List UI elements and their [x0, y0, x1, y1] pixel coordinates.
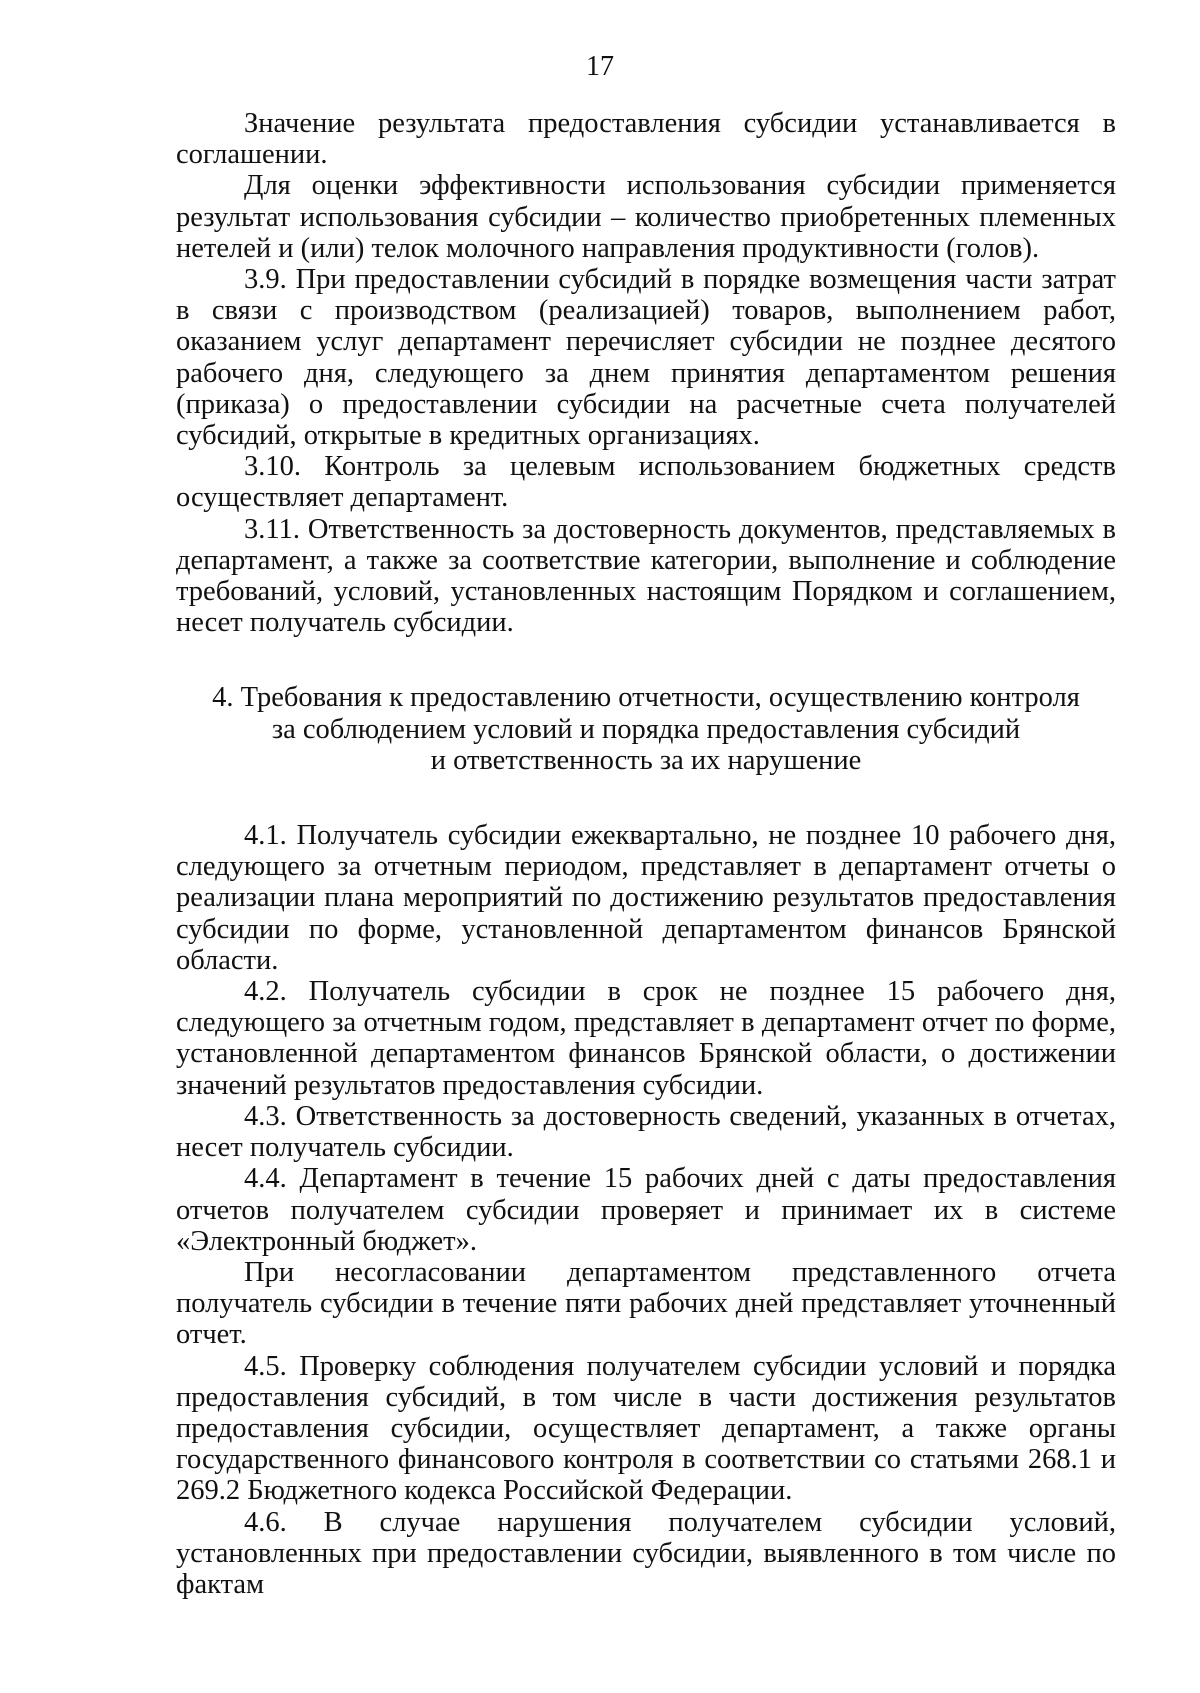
section-heading-line-1: 4. Требования к предоставлению отчетности, осуществлению контроля — [212, 682, 1080, 714]
paragraph-report-disagreement: При несогласовании департаментом представленного отчета получатель субсидии в течение пяти рабочих дней представляет уточненный отчет. — [176, 1256, 1116, 1351]
paragraph-result-value: Значение результата предоставления субсидии устанавливается в соглашении. — [176, 108, 1116, 171]
paragraph-3-9: 3.9. При предоставлении субсидий в порядке возмещения части затрат в связи с производством (реализацией) товаров, выполнением работ, оказанием услуг департамент перечисляет субсидии не позднее десятого рабочего дня, следующего за днем принятия департаментом решения (приказа) о предоставлении субсидии на расчетные счета получателей субсидий, открытые в кредитных организациях. — [176, 264, 1116, 452]
paragraph-4-4: 4.4. Департамент в течение 15 рабочих дней с даты предоставления отчетов получателем субсидии проверяет и принимает их в системе «Электронный бюджет». — [176, 1163, 1116, 1257]
section-heading-line-3: и ответственность за их нарушение — [430, 744, 862, 776]
document-body — [176, 108, 1116, 1600]
paragraph-4-6: 4.6. В случае нарушения получателем субсидии условий, установленных при предоставлении субсидии, выявленного в том числе по фактам — [176, 1506, 1116, 1600]
paragraph-4-2: 4.2. Получатель субсидии в срок не позднее 15 рабочего дня, следующего за отчетным годом, представляет в департамент отчет по форме, установленной департаментом финансов Брянской области, о достижении значений результатов предоставления субсидии. — [176, 976, 1116, 1101]
section-heading-line-2: за соблюдением условий и порядка предоставления субсидий — [271, 713, 1021, 745]
paragraph-4-3: 4.3. Ответственность за достоверность сведений, указанных в отчетах, несет получатель субсидии. — [176, 1100, 1116, 1164]
section-4-heading — [176, 682, 1116, 776]
page-number: 17 — [586, 51, 614, 82]
paragraph-3-10: 3.10. Контроль за целевым использованием бюджетных средств осуществляет департамент. — [176, 451, 1116, 514]
paragraph-4-1: 4.1. Получатель субсидии ежеквартально, не позднее 10 рабочего дня, следующего за отчетным периодом, представляет в департамент отчеты о реализации плана мероприятий по достижению результатов предоставления субсидии по форме, установленной департаментом финансов Брянской области. — [176, 820, 1116, 976]
paragraph-efficiency: Для оценки эффективности использования субсидии применяется результат использования субсидии – количество приобретенных племенных нетелей и (или) телок молочного направления продуктивности (голов). — [176, 170, 1116, 264]
paragraph-3-11: 3.11. Ответственность за достоверность документов, представляемых в департамент, а также за соответствие категории, выполнение и соблюдение требований, условий, установленных настоящим Порядком и соглашением, несет получатель субсидии. — [176, 513, 1116, 639]
paragraph-4-5: 4.5. Проверку соблюдения получателем субсидии условий и порядка предоставления субсидий, в том числе в части достижения результатов предоставления субсидии, осуществляет департамент, а также органы государственного финансового контроля в соответствии со статьями 268.1 и 269.2 Бюджетного кодекса Российской Федерации. — [176, 1350, 1116, 1507]
